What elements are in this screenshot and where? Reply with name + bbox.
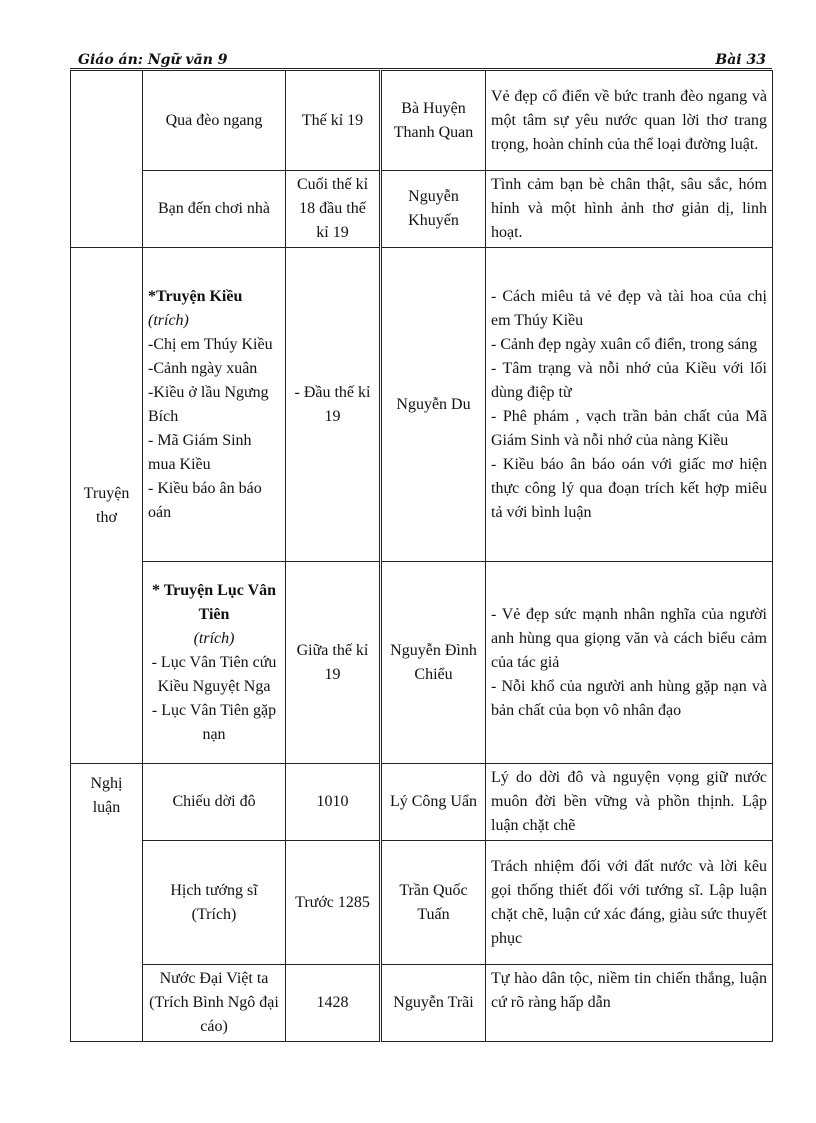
genre-cell: [71, 71, 143, 248]
content-item: - Tâm trạng và nỗi nhớ của Kiều với lối dùng điệp từ: [491, 359, 767, 401]
work-excerpt: - Lục Vân Tiên cứu Kiều Nguyệt Nga: [151, 653, 277, 695]
work-cell: Chiếu dời đô: [143, 764, 286, 841]
header-course-title: Giáo án: Ngữ văn 9: [78, 52, 228, 68]
content-item: - Cách miêu tả vẻ đẹp và tài hoa của chị em Thúy Kiều: [491, 287, 767, 329]
author-cell: Nguyễn Trãi: [381, 965, 486, 1042]
time-cell: Cuối thế kỉ 18 đầu thế kỉ 19: [286, 171, 381, 248]
work-cell: [143, 248, 286, 562]
table-row: [71, 248, 773, 562]
work-excerpt: - Lục Vân Tiên gặp nạn: [151, 701, 277, 743]
table-row: [71, 764, 773, 841]
work-cell: Qua đèo ngang: [143, 71, 286, 171]
work-subtitle: (trích): [148, 311, 189, 329]
genre-cell: Nghị luận: [71, 764, 143, 1042]
author-cell: Nguyễn Du: [381, 248, 486, 562]
content-item: - Nỗi khổ của người anh hùng gặp nạn và bản chất của bọn vô nhân đạo: [491, 677, 767, 719]
content-cell: [486, 562, 773, 764]
work-title: * Truyện Lục Vân Tiên: [151, 581, 277, 623]
content-item: - Cảnh đẹp ngày xuân cổ điển, trong sáng: [491, 335, 758, 353]
time-cell: Giữa thế kỉ 19: [286, 562, 381, 764]
content-cell: Tình cảm bạn bè chân thật, sâu sắc, hóm hỉnh và một hình ảnh thơ giản dị, linh hoạt.: [486, 171, 773, 248]
work-excerpt: - Kiều báo ân báo oán: [148, 479, 262, 521]
content-cell: [486, 248, 773, 562]
literature-summary-table: [70, 70, 773, 1042]
author-cell: Bà Huyện Thanh Quan: [381, 71, 486, 171]
author-cell: Nguyễn Đình Chiểu: [381, 562, 486, 764]
table-row: [71, 71, 773, 171]
work-cell: Hịch tướng sĩ (Trích): [143, 841, 286, 965]
author-cell: Nguyễn Khuyến: [381, 171, 486, 248]
time-cell: 1428: [286, 965, 381, 1042]
work-subtitle: (trích): [193, 629, 235, 647]
time-cell: Thế kỉ 19: [286, 71, 381, 171]
content-item: - Vẻ đẹp sức mạnh nhân nghĩa của người anh hùng qua giọng văn và cách biểu cảm của tác giả: [491, 605, 767, 671]
table-row: [71, 841, 773, 965]
table-row: [71, 965, 773, 1042]
author-cell: Lý Công Uẩn: [381, 764, 486, 841]
header-rule: [70, 68, 772, 69]
work-cell: Nước Đại Việt ta (Trích Bình Ngô đại cáo): [143, 965, 286, 1042]
genre-cell: Truyện thơ: [71, 248, 143, 764]
content-item: - Phê phám , vạch trần bản chất của Mã Giám Sinh và nỗi nhớ của nàng Kiều: [491, 407, 767, 449]
time-cell: - Đầu thế kỉ 19: [286, 248, 381, 562]
time-cell: 1010: [286, 764, 381, 841]
work-excerpt: -Cảnh ngày xuân: [148, 359, 258, 377]
content-cell: Lý do dời đô và nguyện vọng giữ nước muôn đời bền vững và phồn thịnh. Lập luận chặt chẽ: [486, 764, 773, 841]
content-cell: Vẻ đẹp cổ điển về bức tranh đèo ngang và một tâm sự yêu nước quan lời thơ trang trọng, hoàn chỉnh của thể loại đường luật.: [486, 71, 773, 171]
author-cell: Trần Quốc Tuấn: [381, 841, 486, 965]
work-excerpt: -Chị em Thúy Kiều: [148, 335, 273, 353]
work-excerpt: -Kiều ở lầu Ngưng Bích: [148, 383, 269, 425]
work-excerpt: - Mã Giám Sinh mua Kiều: [148, 431, 252, 473]
header-lesson-number: Bài 33: [715, 52, 766, 68]
table-row: [71, 171, 773, 248]
content-cell: Tự hào dân tộc, niềm tin chiến thắng, luận cứ rõ ràng hấp dẫn: [486, 965, 773, 1042]
content-item: - Kiều báo ân báo oán với giấc mơ hiện thực công lý qua đoạn trích kết hợp miêu tả với bình luận: [491, 455, 767, 521]
content-cell: Trách nhiệm đối với đất nước và lời kêu gọi thống thiết đối với tướng sĩ. Lập luận chặt chẽ, luận cứ xác đáng, giàu sức thuyết phục: [486, 841, 773, 965]
work-cell: Bạn đến chơi nhà: [143, 171, 286, 248]
work-title: *Truyện Kiều: [148, 287, 243, 305]
table-row: [71, 562, 773, 764]
time-cell: Trước 1285: [286, 841, 381, 965]
work-cell: [143, 562, 286, 764]
